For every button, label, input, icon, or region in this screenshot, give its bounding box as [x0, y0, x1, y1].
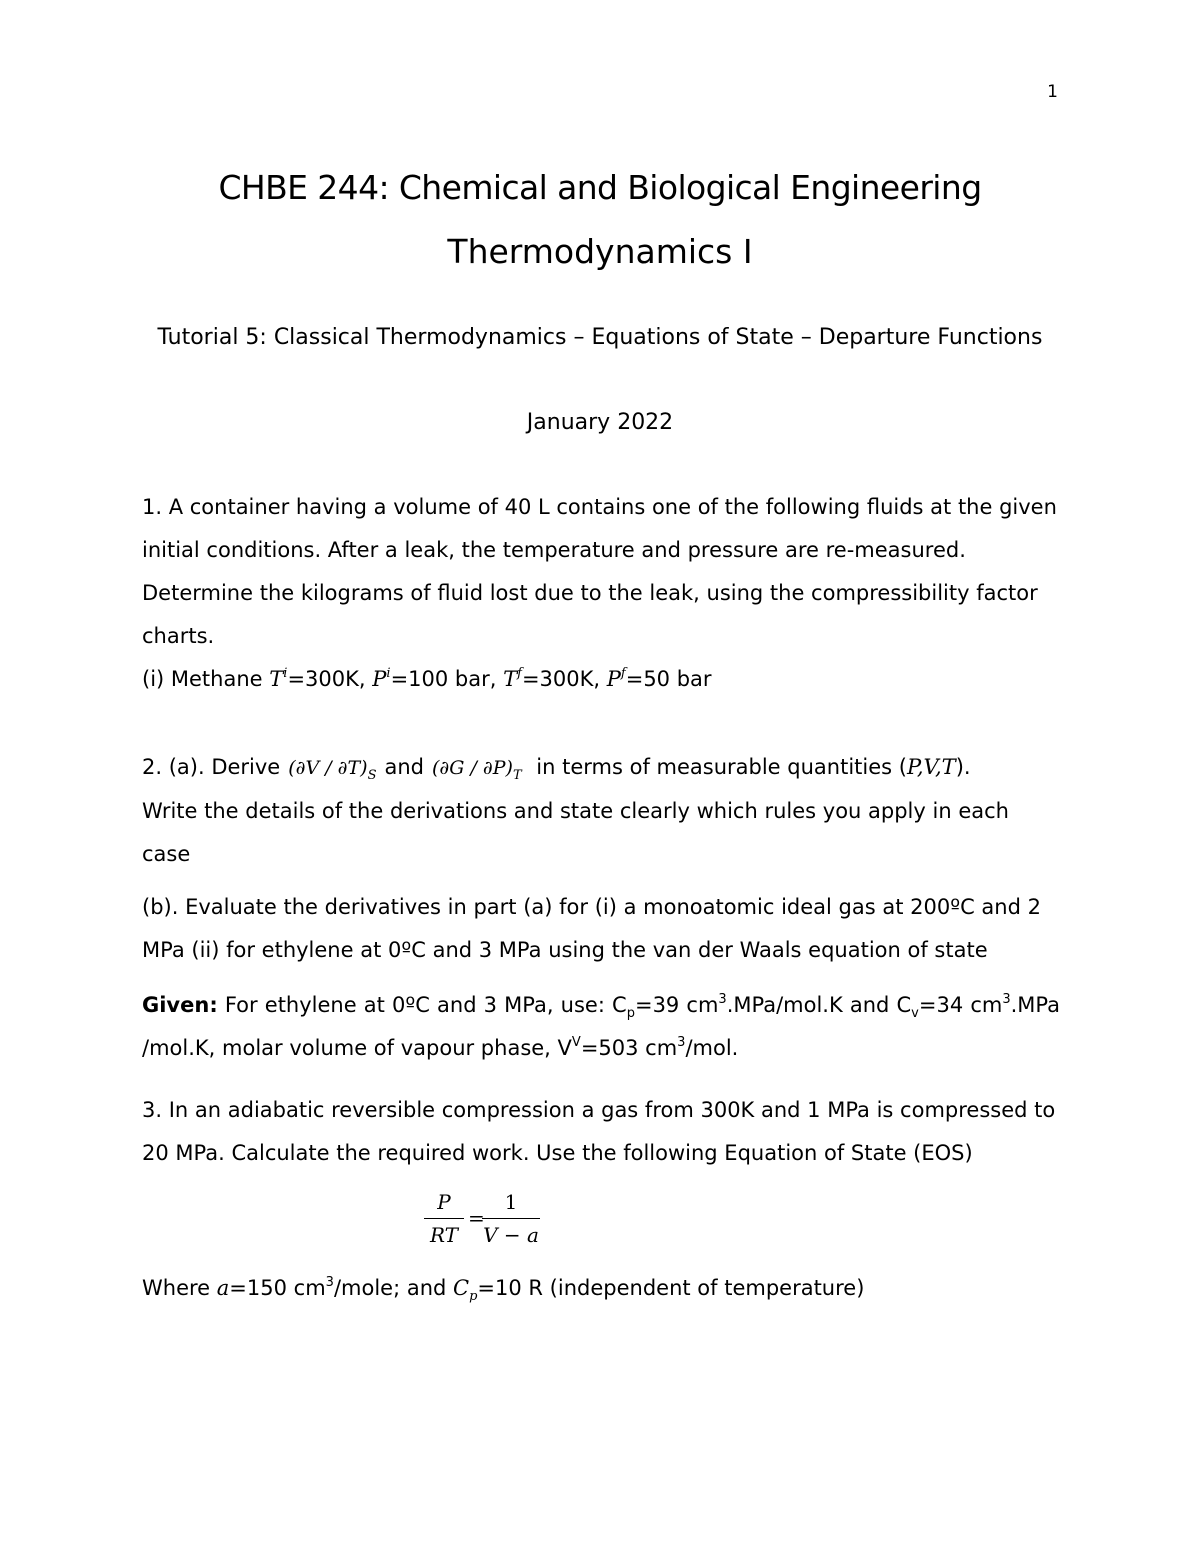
given-t3: .MPa/mol.K and C — [726, 993, 912, 1017]
given-t7: /mol. — [685, 1036, 739, 1060]
tutorial-subtitle: Tutorial 5: Classical Thermodynamics – Equations of State – Departure Functions — [157, 325, 1043, 350]
where-t1: Where — [142, 1276, 217, 1300]
question-3: 3. In an adiabatic reversible compression a gas from 300K and 1 MPa is compressed to 20 MPa. Calculate the required work. Use the following Equation of State (EOS) — [142, 1098, 1056, 1165]
question-2a-line2: Write the details of the derivations and state clearly which rules you apply in each case — [142, 799, 1009, 866]
fraction-bar — [482, 1218, 540, 1219]
given-t2: =39 cm — [634, 993, 719, 1017]
sub-p: p — [469, 1289, 478, 1304]
q2-rest: in terms of measurable quantities ( — [529, 755, 907, 779]
sup-f: f — [620, 666, 626, 681]
cp-sub: p — [626, 1006, 635, 1021]
fraction-bar — [424, 1218, 464, 1219]
lhs-denominator: RT — [429, 1223, 459, 1247]
derivative-dG-dP — [424, 757, 530, 783]
rhs-denominator: V − a — [483, 1223, 539, 1247]
cv-sub: v — [911, 1006, 919, 1021]
sup-3: 3 — [677, 1035, 686, 1050]
var-T: T — [269, 667, 284, 691]
eos-equation — [424, 1190, 554, 1252]
q2-prefix: 2. (a). Derive — [142, 755, 281, 779]
question-2b: (b). Evaluate the derivatives in part (a) for (i) a monoatomic ideal gas at 200ºC and 2 MPa (ii) for ethylene at 0ºC and 3 MPa using the van der Waals equation of state — [142, 895, 1041, 962]
q2-close: ). — [955, 755, 971, 779]
sup-3: 3 — [325, 1275, 334, 1290]
var-C: C — [453, 1276, 470, 1300]
lhs-fraction — [424, 1190, 464, 1247]
where-t2: =150 cm — [229, 1276, 326, 1300]
given-t5: .MPa /mol.K, molar volume of vapour phase, V — [142, 993, 1060, 1060]
deriv2-text: (∂G / ∂P) — [432, 757, 513, 779]
Ti-value: =300K, — [287, 667, 373, 691]
given-label: Given: — [142, 993, 218, 1017]
rhs-fraction — [482, 1190, 540, 1247]
deriv1-text: (∂V / ∂T) — [288, 757, 368, 779]
var-T: T — [503, 667, 518, 691]
given-data — [142, 984, 1060, 1070]
where-t4: =10 R (independent of temperature) — [477, 1276, 865, 1300]
sup-i: i — [386, 666, 391, 681]
where-t3: /mole; and — [333, 1276, 454, 1300]
given-t4: =34 cm — [918, 993, 1003, 1017]
var-P: P — [372, 667, 387, 691]
Pf-value: =50 bar — [625, 667, 712, 691]
var-P: P — [606, 667, 621, 691]
derivative-dV-dT — [280, 757, 384, 783]
where-line — [142, 1267, 1060, 1310]
sup-3: 3 — [718, 992, 727, 1007]
given-t6: =503 cm — [580, 1036, 678, 1060]
equals-sign: = — [468, 1206, 485, 1230]
question-2a — [142, 746, 1060, 876]
Pi-value: =100 bar, — [390, 667, 504, 691]
sup-i: i — [283, 666, 288, 681]
given-t1: For ethylene at 0ºC and 3 MPa, use: C — [217, 993, 627, 1017]
item-prefix: (i) Methane — [142, 667, 270, 691]
tutorial-date: January 2022 — [526, 410, 674, 435]
question-1 — [142, 486, 1060, 701]
deriv2-sub: T — [512, 768, 522, 783]
lhs-numerator: P — [437, 1190, 451, 1214]
deriv1-sub: S — [367, 768, 377, 783]
var-a: a — [216, 1276, 230, 1300]
course-title-line2: Thermodynamics I — [447, 232, 753, 271]
question-2a-line1 — [142, 746, 1060, 790]
rhs-numerator: 1 — [504, 1190, 518, 1214]
sup-f: f — [517, 666, 522, 681]
question-1-item-i — [142, 658, 1060, 701]
Tf-value: =300K, — [521, 667, 607, 691]
and-word: and — [384, 755, 425, 779]
course-title-line1: CHBE 244: Chemical and Biological Engineering — [218, 168, 982, 207]
sup-V: V — [571, 1035, 581, 1050]
page-number: 1 — [1047, 82, 1058, 102]
question-1-text: 1. A container having a volume of 40 L contains one of the following fluids at the given initial conditions. After a leak, the temperature and pressure are re-measured. Determine the kilograms of fluid lost due to the leak, using the compressibility factor charts. — [142, 495, 1057, 648]
pvt-vars: P,V,T — [906, 755, 956, 779]
sup-3: 3 — [1002, 992, 1011, 1007]
